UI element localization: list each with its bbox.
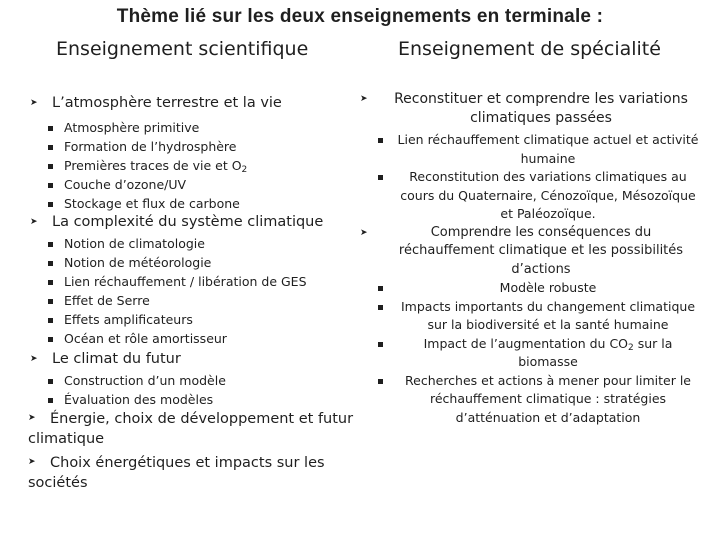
list-item: Modèle robuste [360,279,700,298]
square-bullet-icon [48,126,53,131]
section-label: Reconstituer et comprendre les variations climatiques passées [394,91,688,126]
square-bullet-icon [378,175,383,180]
left-column-heading: Enseignement scientifique [56,38,309,60]
left-column [30,94,370,493]
list-item: Impacts importants du changement climatique sur la biodiversité et la santé humaine [360,298,700,335]
square-bullet-icon [378,379,383,384]
section-energy-choices [28,453,370,493]
square-bullet-icon [48,318,53,323]
square-bullet-icon [48,299,53,304]
section-climate-complexity [30,213,370,232]
square-bullet-icon [378,286,383,291]
section-past-variations [360,90,700,128]
square-bullet-icon [378,342,383,347]
subscript: 2 [628,342,634,353]
arrow-bullet-icon: ➤ [28,413,36,423]
square-bullet-icon [378,305,383,310]
right-column-heading: Enseignement de spécialité [398,38,661,60]
arrow-bullet-icon: ➤ [360,94,368,104]
right-column [360,90,700,427]
square-bullet-icon [48,183,53,188]
list-item: Impact de l’augmentation du $CO_2$ sur la biomasse [360,335,700,372]
list-item: Effet de Serre [30,291,370,310]
list-item: Notion de climatologie [30,234,370,253]
arrow-bullet-icon: ➤ [30,217,38,227]
section-label: Choix énergétiques et impacts sur les sociétés [28,455,325,491]
square-bullet-icon [48,164,53,169]
section-label: Le climat du futur [52,351,181,367]
square-bullet-icon [378,138,383,143]
list-item: Lien réchauffement climatique actuel et activité humaine [360,131,700,168]
list-item: Lien réchauffement / libération de GES [30,272,370,291]
section-label: L’atmosphère terrestre et la vie [52,95,282,111]
section-consequences [360,224,700,280]
list-item: Notion de météorologie [30,253,370,272]
section-future-climate [30,350,370,369]
section-label: Énergie, choix de développement et futur climatique [28,411,354,447]
section-atmosphere [30,94,370,113]
square-bullet-icon [48,145,53,150]
list-item: Construction d’un modèle [30,371,370,390]
square-bullet-icon [48,280,53,285]
square-bullet-icon [48,398,53,403]
list-item: Évaluation des modèles [30,390,370,409]
list-item: Atmosphère primitive [30,118,370,137]
list-item: Reconstitution des variations climatiques au cours du Quaternaire, Cénozoïque, Mésozoïque et Paléozoïque. [360,168,700,224]
section-label: La complexité du système climatique [52,214,324,230]
arrow-bullet-icon: ➤ [30,98,38,108]
list-item: Premières traces de vie et $O_2$ [30,156,370,175]
list-item: Recherches et actions à mener pour limiter le réchauffement climatique : stratégies d’atténuation et d’adaptation [360,372,700,428]
page-title: Thème lié sur les deux enseignements en terminale : [116,6,604,27]
square-bullet-icon [48,337,53,342]
subscript: 2 [241,165,248,175]
list-item: Effets amplificateurs [30,310,370,329]
list-item: Océan et rôle amortisseur [30,329,370,348]
square-bullet-icon [48,261,53,266]
list-item: Couche d’ozone/UV [30,175,370,194]
arrow-bullet-icon: ➤ [28,457,36,467]
square-bullet-icon [48,242,53,247]
list-item: Formation de l’hydrosphère [30,137,370,156]
square-bullet-icon [48,379,53,384]
list-item: Stockage et flux de carbone [30,194,370,213]
arrow-bullet-icon: ➤ [30,354,38,364]
section-label: Comprendre les conséquences du réchauffement climatique et les possibilités d’actions [398,224,684,277]
section-energy [28,409,370,449]
square-bullet-icon [48,202,53,207]
arrow-bullet-icon: ➤ [360,227,368,238]
